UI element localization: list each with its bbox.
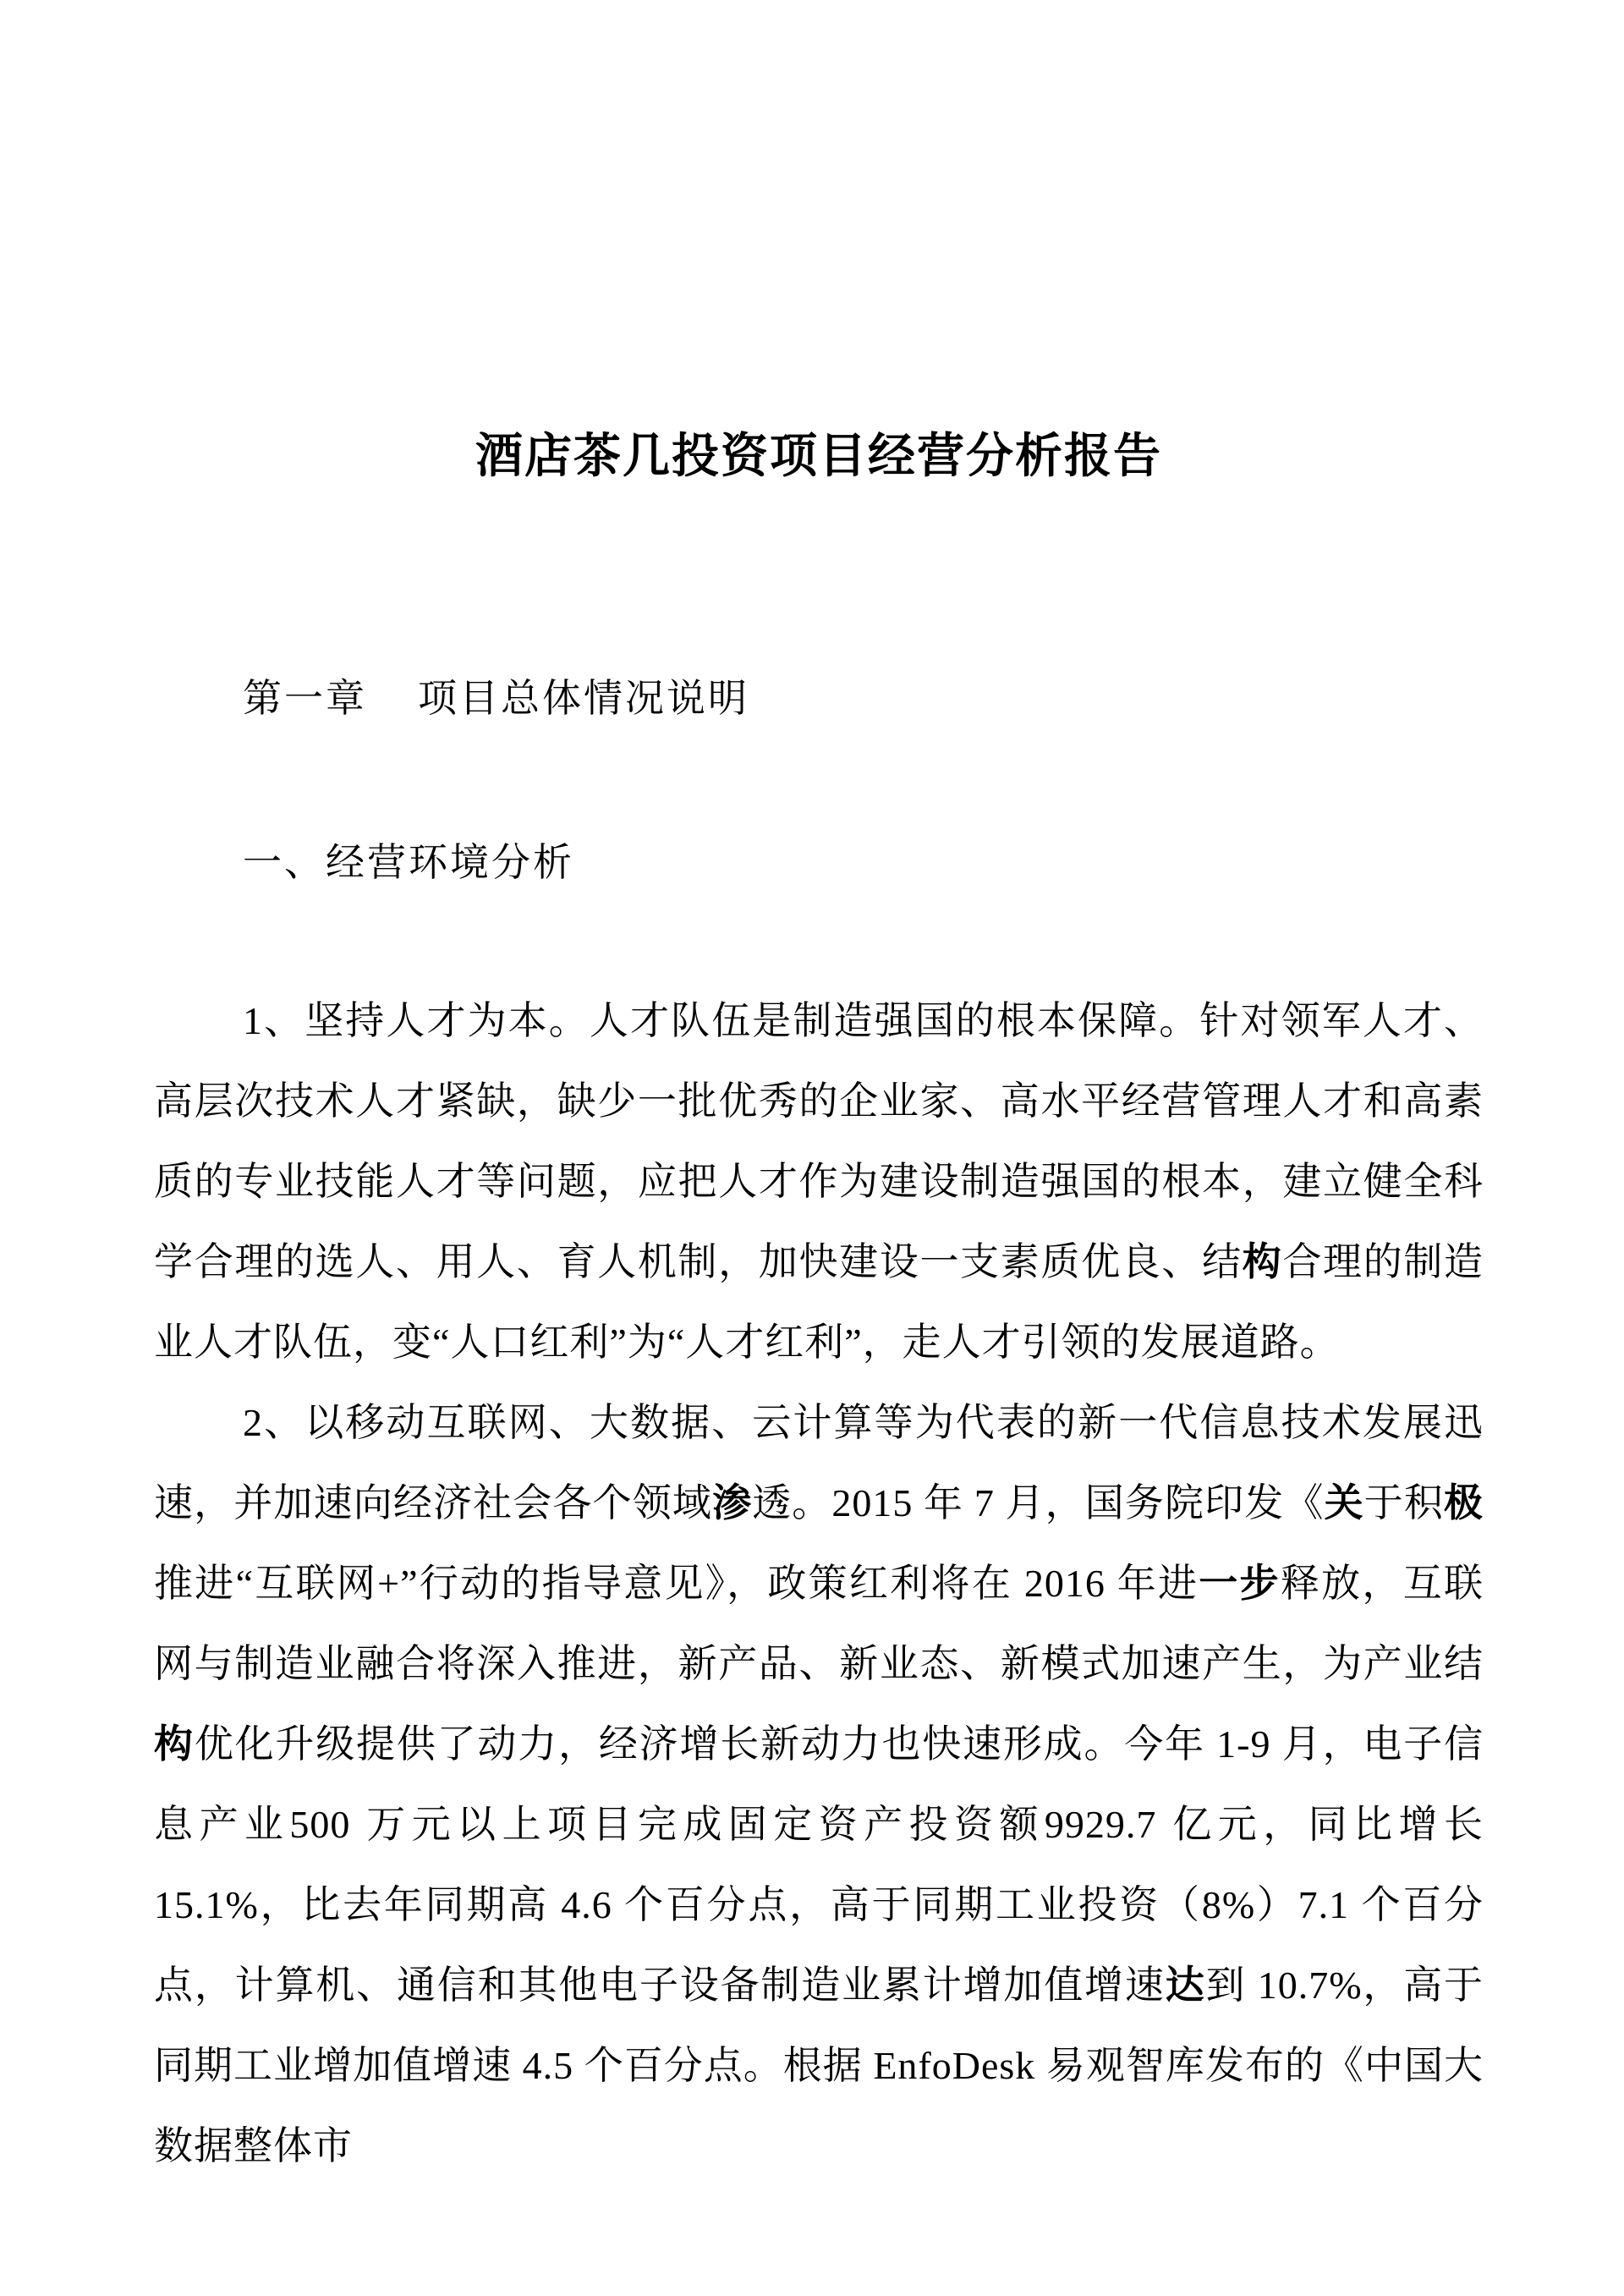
text-run: 透。2015 年 7 月，国务院印发《 bbox=[752, 1481, 1325, 1524]
chapter-heading bbox=[154, 673, 1484, 725]
text-run: 到 10.7%，高于同期工业增加值增速 4.5 个百分点。根据 EnfoDesk 易观智库发布的《中国大数据整体市 bbox=[154, 1964, 1484, 2167]
chapter-number: 第一章 bbox=[243, 677, 367, 720]
section-heading: 一、经营环境分析 bbox=[243, 841, 574, 884]
text-run: 释放，互联网与制造业融合将深入推进，新产品、新业态、新模式加速产生，为产业结 bbox=[154, 1562, 1484, 1685]
chapter-title: 项目总体情况说明 bbox=[418, 677, 749, 720]
bold-text-run: 达 bbox=[1165, 1964, 1206, 2007]
text-run: 推进“互联网+”行动的指导意见》，政策红利将在 2016 年进 bbox=[154, 1562, 1199, 1605]
bold-text-run: 极 bbox=[1444, 1481, 1484, 1524]
text-run: 于积 bbox=[1363, 1481, 1444, 1524]
bold-text-run: 渗 bbox=[711, 1481, 753, 1524]
document-title: 酒店茶几投资项目经营分析报告 bbox=[475, 431, 1162, 483]
text-run: 2、以移动互联网、大数据、云计算等为代表的新一代信息技术发展迅速，并加速向经济社会各个领域 bbox=[154, 1401, 1484, 1524]
body-paragraph-2 bbox=[154, 1382, 1484, 2186]
bold-text-run: 构 bbox=[1242, 1240, 1283, 1283]
text-run: 1、坚持人才为本。人才队伍是制造强国的根本保障。针对领军人才、高层次技术人才紧缺，缺少一批优秀的企业家、高水平经营管理人才和高素质的专业技能人才等问题，应把人才作为建设制造强国的根本，建立健全科学合理的选人、用人、育人机制，加快建设一支素质优良、结 bbox=[154, 999, 1484, 1283]
bold-text-run: 关 bbox=[1324, 1481, 1364, 1524]
body-paragraph-1 bbox=[154, 980, 1484, 1382]
bold-text-run: 一步 bbox=[1199, 1562, 1281, 1605]
text-run: 合理的制造业人才队伍，变“人口红利”为“人才红利”，走人才引领的发展道路。 bbox=[154, 1240, 1484, 1364]
text-run: 优化升级提供了动力，经济增长新动力也快速形成。今年 1-9 月，电子信息产业500 万元以上项目完成固定资产投资额9929.7 亿元，同比增长 15.1%，比去年同期高 4.6 个百分点，高于同期工业投资（8%）7.1 个百分点，计算机、通信和其他电子设备制造业累计增加值增速 bbox=[154, 1722, 1484, 2007]
bold-text-run: 构 bbox=[154, 1722, 195, 1766]
